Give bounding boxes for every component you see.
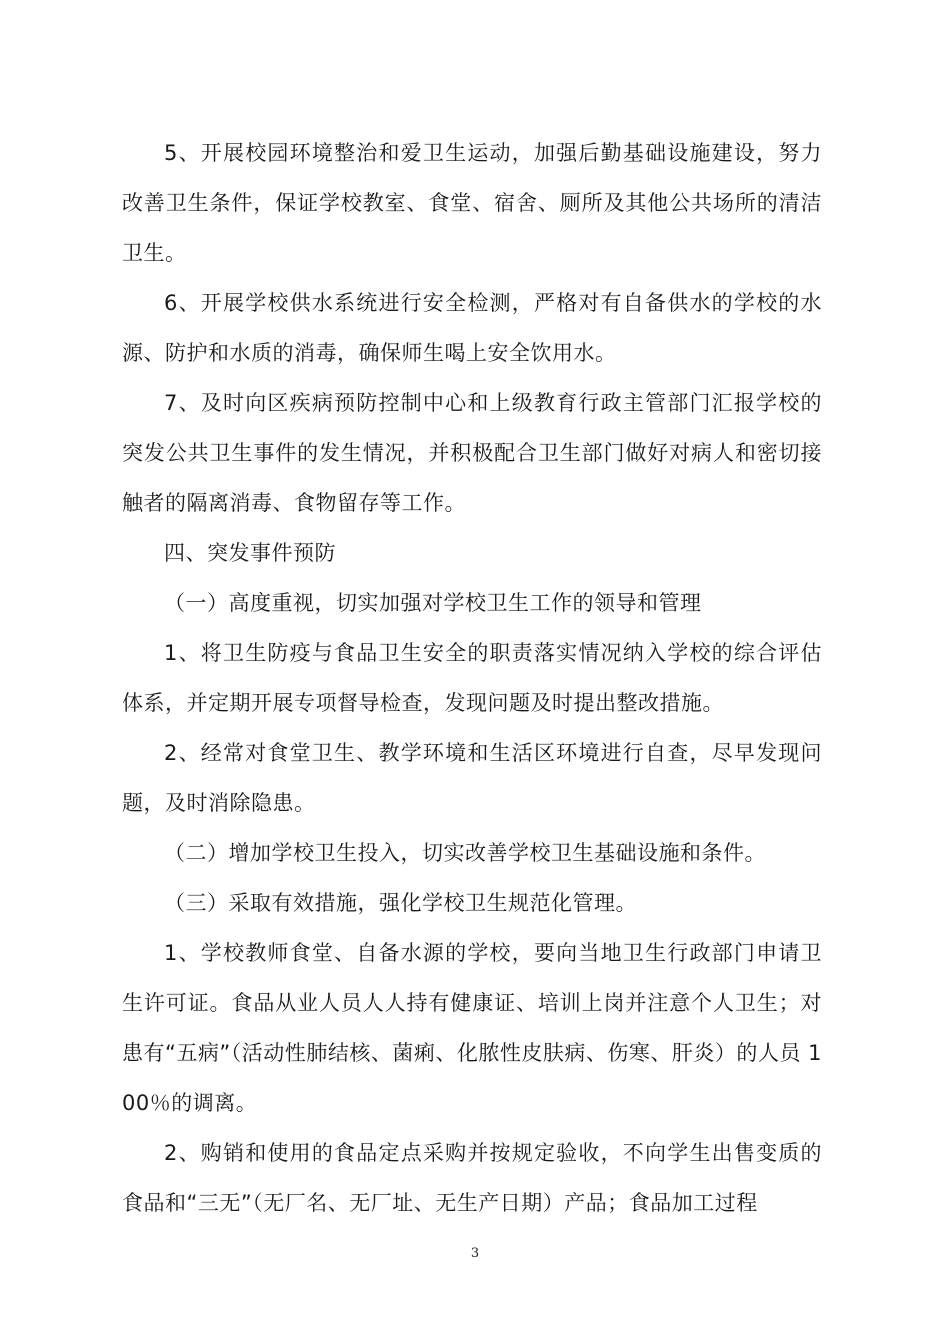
paragraph-item-7: 7、及时向区疾病预防控制中心和上级教育行政主管部门汇报学校的突发公共卫生事件的发生情况，并积极配合卫生部门做好对病人和密切接触者的隔离消毒、食物留存等工作。 bbox=[122, 391, 822, 515]
page-number: 3 bbox=[470, 1246, 480, 1261]
subsection-heading-3: （三）采取有效措施，强化学校卫生规范化管理。 bbox=[164, 891, 637, 915]
paragraph-item-5: 5、开展校园环境整治和爱卫生运动，加强后勤基础设施建设，努力改善卫生条件，保证学校教室、食堂、宿舍、厕所及其他公共场所的清洁卫生。 bbox=[122, 141, 822, 265]
paragraph-sub1-item-2: 2、经常对食堂卫生、教学环境和生活区环境进行自查，尽早发现问题，及时消除隐患。 bbox=[122, 741, 822, 815]
paragraph-item-6: 6、开展学校供水系统进行安全检测，严格对有自备供水的学校的水源、防护和水质的消毒，确保师生喝上安全饮用水。 bbox=[122, 291, 822, 365]
subsection-heading-1: （一）高度重视，切实加强对学校卫生工作的领导和管理 bbox=[164, 591, 702, 615]
paragraph-sub3-item-2: 2、购销和使用的食品定点采购并按规定验收，不向学生出售变质的食品和“三无”（无厂名、无厂址、无生产日期）产品；食品加工过程 bbox=[122, 1141, 822, 1215]
section-heading-4: 四、突发事件预防 bbox=[164, 541, 336, 565]
subsection-heading-2: （二）增加学校卫生投入，切实改善学校卫生基础设施和条件。 bbox=[164, 841, 766, 865]
document-body bbox=[122, 128, 822, 1228]
paragraph-sub3-item-1: 1、学校教师食堂、自备水源的学校，要向当地卫生行政部门申请卫生许可证。食品从业人员人人持有健康证、培训上岗并注意个人卫生；对患有“五病”（活动性肺结核、菌痢、化脓性皮肤病、伤寒、肝炎）的人员 100％的调离。 bbox=[122, 941, 822, 1115]
paragraph-sub1-item-1: 1、将卫生防疫与食品卫生安全的职责落实情况纳入学校的综合评估体系，并定期开展专项督导检查，发现问题及时提出整改措施。 bbox=[122, 641, 822, 715]
